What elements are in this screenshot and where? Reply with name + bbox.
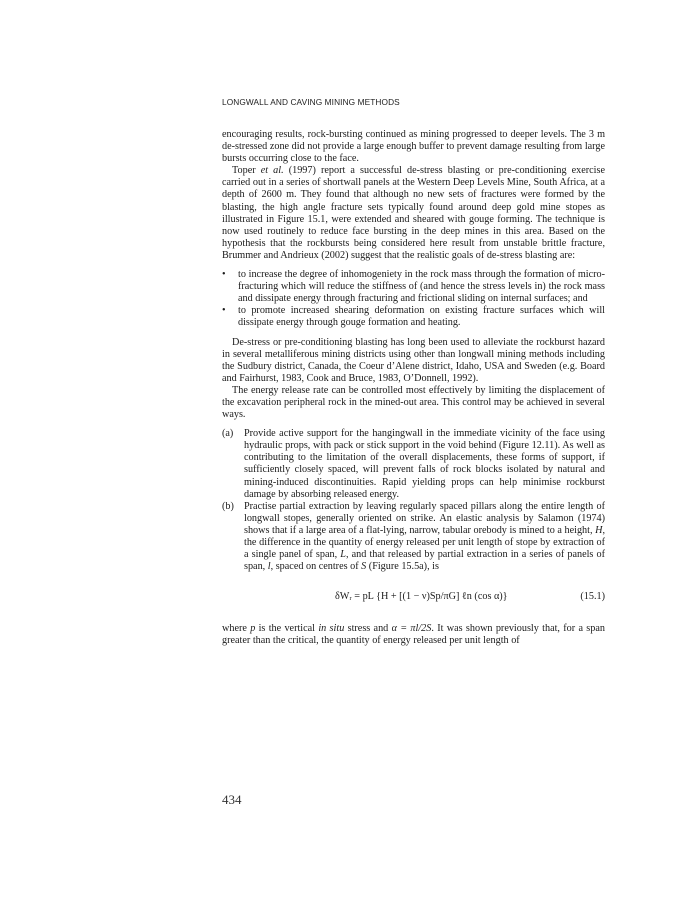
item-a-text: Provide active support for the hangingwall in the immediate vicinity of the face using hydraulic props, with pack or stick support in the void behind (Figure 12.11). As well as contributing to the limitation of the overall displacements, these forms of support, if sufficiently closely spaced, will prevent falls of rock blocks isolated by natural and mining-induced discontinuities. Rapid yielding props can help minimise rockburst damage by absorbing released energy.: [244, 428, 605, 500]
item-b-text: , and that released by partial extraction in a series of panels of span,: [244, 549, 605, 573]
paragraph-2-text: (1997) report a successful de-stress blasting or pre-conditioning exercise carried out in a series of shortwall panels at the Western Deep Levels Mine, South Africa, at a depth of 2600 m. They found that although no new sets of fractures were formed by the blasting, the high angle fracture sets typically found around deep gold mine stopes as illustrated in Figure 15.1, were extended and sheared with gouge forming. The technique is now used routinely to reduce face bursting in the deep mines in this area. Based on the hypothesis that the rockbursts being considered here result from unstable brittle fracture, Brummer and Andrieux (2002) suggest that the realistic goals of de-stress blasting are:: [222, 165, 605, 261]
closing-text: stress and: [344, 623, 392, 635]
bullet-icon: •: [222, 305, 226, 317]
list-item: [222, 305, 605, 329]
list-item: [222, 269, 605, 305]
var-L: L: [340, 549, 346, 561]
list-item-text: to increase the degree of inhomogeniety in the rock mass through the formation of micro-fracturing which will reduce the stiffness of (and hence the stress levels in) the rock mass and dissipate energy through fracturing and frictional sliding on internal surfaces; and: [238, 269, 605, 305]
list-item: [222, 428, 605, 501]
running-header: LONGWALL AND CAVING MINING METHODS: [222, 97, 400, 107]
item-marker-a: (a): [222, 428, 234, 440]
item-b-text: (Figure 15.5a), is: [366, 561, 439, 573]
list-item-text: to promote increased shearing deformation on existing fracture surfaces which will dissipate energy through gouge formation and heating.: [238, 305, 605, 329]
in-situ: in situ: [318, 623, 345, 635]
equation-15-1: [222, 591, 605, 605]
equation-number: (15.1): [580, 591, 605, 603]
var-l: l: [267, 561, 271, 573]
closing-text: where: [222, 623, 251, 635]
var-S: S: [361, 561, 367, 573]
equation-formula: δWᵣ = pL {H + [(1 − ν)Sp/πG] ℓn (cos α)}: [335, 591, 508, 603]
bullet-icon: •: [222, 269, 226, 281]
page-number: 434: [222, 792, 242, 807]
item-b-text: , spaced on centres of: [270, 561, 362, 573]
et-al: et al.: [260, 165, 284, 177]
item-b-text: , the difference in the quantity of energy released per unit length of stope by extraction of a single panel of span,: [244, 524, 605, 561]
paragraph-4: The energy release rate can be controlled most effectively by limiting the displacement of the excavation peripheral rock in the mined-out area. This control may be achieved in several ways.: [222, 384, 605, 421]
control-methods-list: [222, 428, 605, 573]
closing-paragraph: [222, 623, 605, 647]
paragraph-1: encouraging results, rock-bursting continued as mining progressed to deeper levels. The 3 m de-stressed zone did not provide a large enough buffer to prevent damage resulting from large bursts occurring close to the face.: [222, 129, 605, 165]
item-marker-b: (b): [222, 500, 234, 512]
var-p: p: [250, 623, 256, 635]
closing-text: . It was shown previously that, for a span greater than the critical, the quantity of energy released per unit length of: [222, 623, 605, 647]
goals-list: [222, 269, 605, 329]
paragraph-3: De-stress or pre-conditioning blasting has long been used to alleviate the rockburst hazard in several metalliferous mining districts using other than longwall mining methods including the Sudbury district, Canada, the Coeur d’Alene district, Idaho, USA and Sweden (e.g. Board and Fairhurst, 1983, Cook and Bruce, 1983, O’Donnell, 1992).: [222, 336, 605, 384]
list-item: [222, 501, 605, 574]
closing-text: is the vertical: [255, 623, 319, 635]
alpha-definition: α = πl/2S: [391, 623, 432, 635]
author-name: Toper: [232, 165, 256, 177]
var-H: H: [595, 524, 603, 536]
body-text: [222, 129, 605, 647]
paragraph-2: [222, 165, 605, 262]
item-b-text: Practise partial extraction by leaving regularly spaced pillars along the entire length of longwall stopes, generally oriented on strike. An elastic analysis by Salamon (1974) shows that if a large area of a flat-lying, narrow, tabular orebody is mined to a height,: [244, 500, 605, 536]
